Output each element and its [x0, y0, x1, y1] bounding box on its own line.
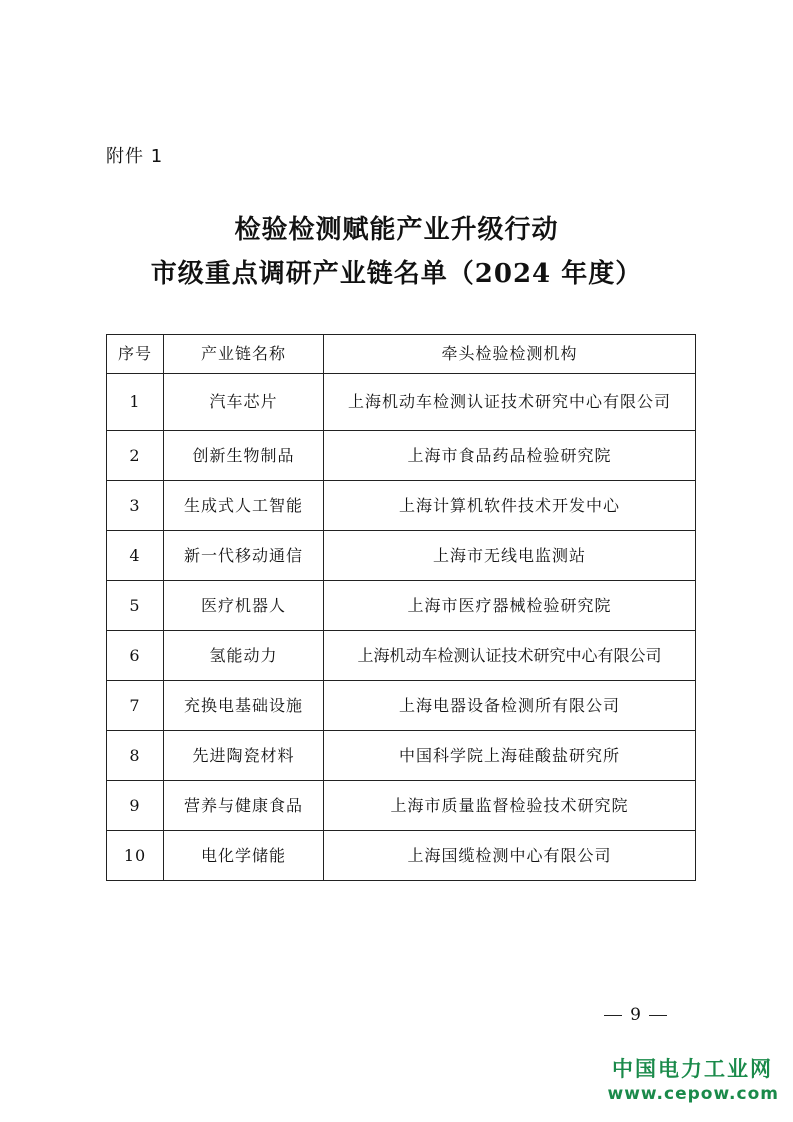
row-institution: 上海市食品药品检验研究院 — [324, 431, 696, 481]
document-title-line-1: 检验检测赋能产业升级行动 — [234, 215, 559, 245]
row-number: 6 — [107, 631, 164, 681]
row-chain-name: 新一代移动通信 — [164, 531, 324, 581]
row-number: 9 — [107, 781, 164, 831]
row-chain-name: 生成式人工智能 — [164, 481, 324, 531]
row-number: 8 — [107, 731, 164, 781]
page-number-left-dash — [604, 1015, 622, 1016]
row-chain-name: 充换电基础设施 — [164, 681, 324, 731]
table-row — [107, 481, 696, 531]
row-institution: 上海市质量监督检验技术研究院 — [324, 781, 696, 831]
row-number: 10 — [107, 831, 164, 881]
row-number: 3 — [107, 481, 164, 531]
row-number: 4 — [107, 531, 164, 581]
row-chain-name: 氢能动力 — [164, 631, 324, 681]
table-row — [107, 681, 696, 731]
table-row — [107, 374, 696, 431]
page-number — [0, 1005, 793, 1025]
page-number-right-dash — [649, 1015, 667, 1016]
page-number-value: 9 — [630, 1005, 641, 1025]
row-chain-name: 创新生物制品 — [164, 431, 324, 481]
row-number: 2 — [107, 431, 164, 481]
row-institution: 中国科学院上海硅酸盐研究所 — [324, 731, 696, 781]
table-row — [107, 731, 696, 781]
row-chain-name: 医疗机器人 — [164, 581, 324, 631]
header-serial-number: 序号 — [107, 335, 164, 374]
row-chain-name: 先进陶瓷材料 — [164, 731, 324, 781]
attachment-label: 附件 1 — [106, 146, 164, 167]
table-row — [107, 781, 696, 831]
table-row — [107, 531, 696, 581]
row-number: 5 — [107, 581, 164, 631]
row-number: 1 — [107, 374, 164, 431]
row-chain-name: 电化学储能 — [164, 831, 324, 881]
row-institution: 上海计算机软件技术开发中心 — [324, 481, 696, 531]
header-chain-name: 产业链名称 — [164, 335, 324, 374]
watermark-site-name: 中国电力工业网 — [612, 1057, 773, 1081]
table-row — [107, 581, 696, 631]
row-chain-name: 营养与健康食品 — [164, 781, 324, 831]
header-lead-institution: 牵头检验检测机构 — [324, 335, 696, 374]
table-row — [107, 631, 696, 681]
row-institution: 上海国缆检测中心有限公司 — [324, 831, 696, 881]
row-number: 7 — [107, 681, 164, 731]
row-institution: 上海机动车检测认证技术研究中心有限公司 — [324, 631, 696, 681]
table-header-row — [107, 335, 696, 374]
row-institution: 上海机动车检测认证技术研究中心有限公司 — [324, 374, 696, 431]
table-row — [107, 831, 696, 881]
watermark-site-url: www.cepow.com — [607, 1084, 779, 1104]
table-row — [107, 431, 696, 481]
row-institution: 上海市医疗器械检验研究院 — [324, 581, 696, 631]
row-institution: 上海市无线电监测站 — [324, 531, 696, 581]
row-institution: 上海电器设备检测所有限公司 — [324, 681, 696, 731]
industry-chain-table — [106, 334, 696, 881]
row-chain-name: 汽车芯片 — [164, 374, 324, 431]
document-title-line-2: 市级重点调研产业链名单（2024 年度） — [150, 259, 643, 289]
